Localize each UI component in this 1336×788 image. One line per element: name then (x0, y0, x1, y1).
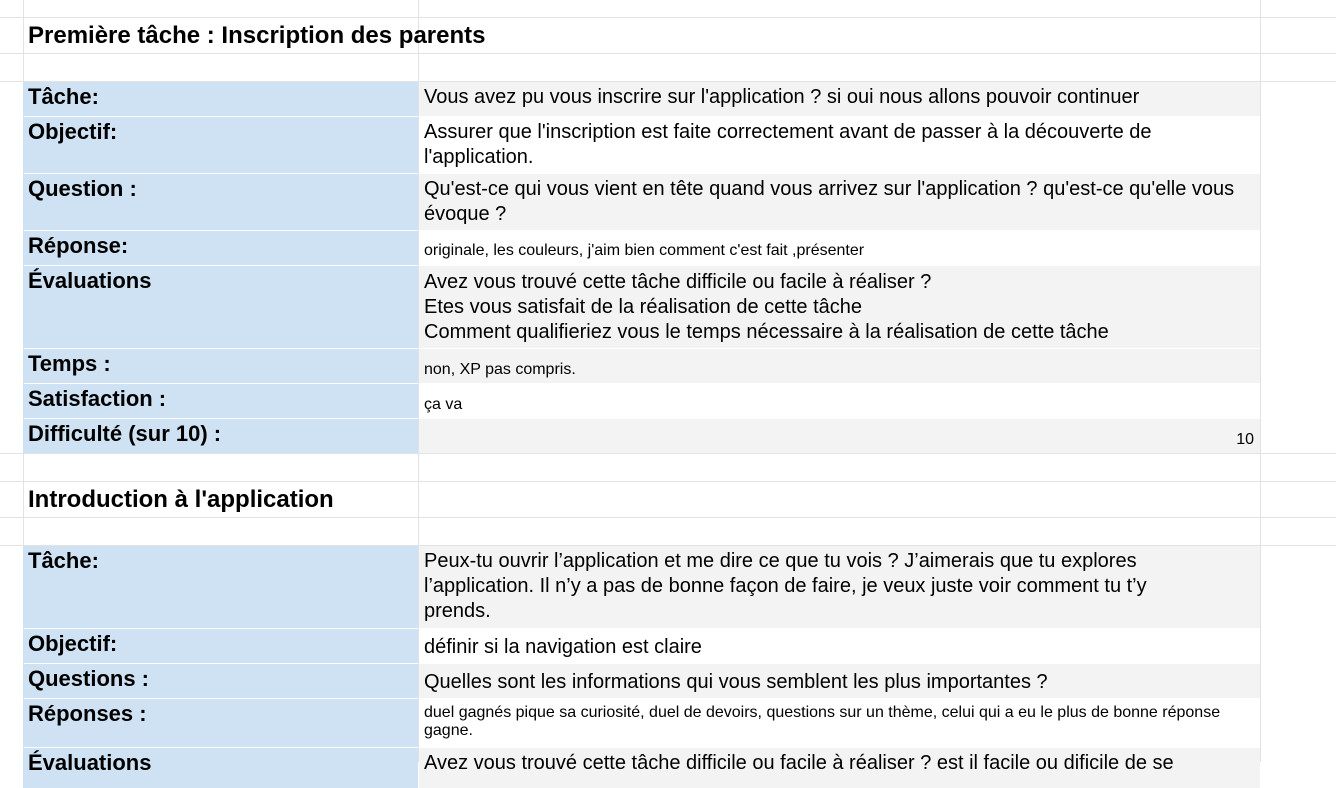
section1-tache-value[interactable]: Vous avez pu vous inscrire sur l'application ? si oui nous allons pouvoir continuer (419, 82, 1260, 116)
section2-questions-value[interactable]: Quelles sont les informations qui vous semblent les plus importantes ? (419, 664, 1260, 698)
section1-temps-label[interactable]: Temps : (23, 349, 418, 383)
grid-row-line (0, 53, 1336, 54)
section1-evaluations-label[interactable]: Évaluations (23, 266, 418, 348)
evaluation-line: Avez vous trouvé cette tâche difficile ou facile à réaliser ? (424, 271, 932, 293)
grid-row-line (0, 517, 1336, 518)
section2-tache-label[interactable]: Tâche: (23, 546, 418, 628)
section1-satisfaction-label[interactable]: Satisfaction : (23, 384, 418, 418)
section1-objectif-label[interactable]: Objectif: (23, 117, 418, 173)
section1-difficulte-label[interactable]: Difficulté (sur 10) : (23, 419, 418, 453)
evaluation-line: Etes vous satisfait de la réalisation de cette tâche (424, 296, 863, 318)
section1-evaluations-value[interactable] (419, 266, 1260, 348)
section1-tache-label[interactable]: Tâche: (23, 82, 418, 116)
section2-reponses-label[interactable]: Réponses : (23, 699, 418, 747)
section2-evaluations-value[interactable]: Avez vous trouvé cette tâche difficile ou facile à réaliser ? est il facile ou dificile de se (419, 748, 1260, 788)
section1-difficulte-value[interactable]: 10 (419, 419, 1260, 453)
section2-objectif-label[interactable]: Objectif: (23, 629, 418, 663)
section2-title[interactable]: Introduction à l'application (28, 486, 334, 513)
section2-tache-value[interactable]: Peux-tu ouvrir l’application et me dire ce que tu vois ? J’aimerais que tu explores l’application. Il n’y a pas de bonne façon de faire, je veux juste voir comment tu t’y prends. (419, 546, 1260, 628)
section1-question-label[interactable]: Question : (23, 174, 418, 230)
evaluation-line: Comment qualifieriez vous le temps nécessaire à la réalisation de cette tâche (424, 321, 1109, 343)
section1-question-value[interactable]: Qu'est-ce qui vous vient en tête quand vous arrivez sur l'application ? qu'est-ce qu'elle vous évoque ? (419, 174, 1260, 230)
section1-title[interactable]: Première tâche : Inscription des parents (28, 22, 486, 49)
section1-objectif-value[interactable]: Assurer que l'inscription est faite correctement avant de passer à la découverte de l'application. (419, 117, 1260, 173)
section2-reponses-value[interactable]: duel gagnés pique sa curiosité, duel de devoirs, questions sur un thème, celui qui a eu le plus de bonne réponse gagne. (419, 699, 1260, 747)
section1-reponse-label[interactable]: Réponse: (23, 231, 418, 265)
section2-evaluations-label[interactable]: Évaluations (23, 748, 418, 788)
grid-row-line (0, 453, 1336, 454)
section2-questions-label[interactable]: Questions : (23, 664, 418, 698)
grid-col-line (1260, 0, 1261, 762)
section1-temps-value[interactable]: non, XP pas compris. (419, 349, 1260, 383)
section1-satisfaction-value[interactable]: ça va (419, 384, 1260, 418)
section1-reponse-value[interactable]: originale, les couleurs, j'aim bien comment c'est fait ,présenter (419, 231, 1260, 265)
section2-objectif-value[interactable]: définir si la navigation est claire (419, 629, 1260, 663)
